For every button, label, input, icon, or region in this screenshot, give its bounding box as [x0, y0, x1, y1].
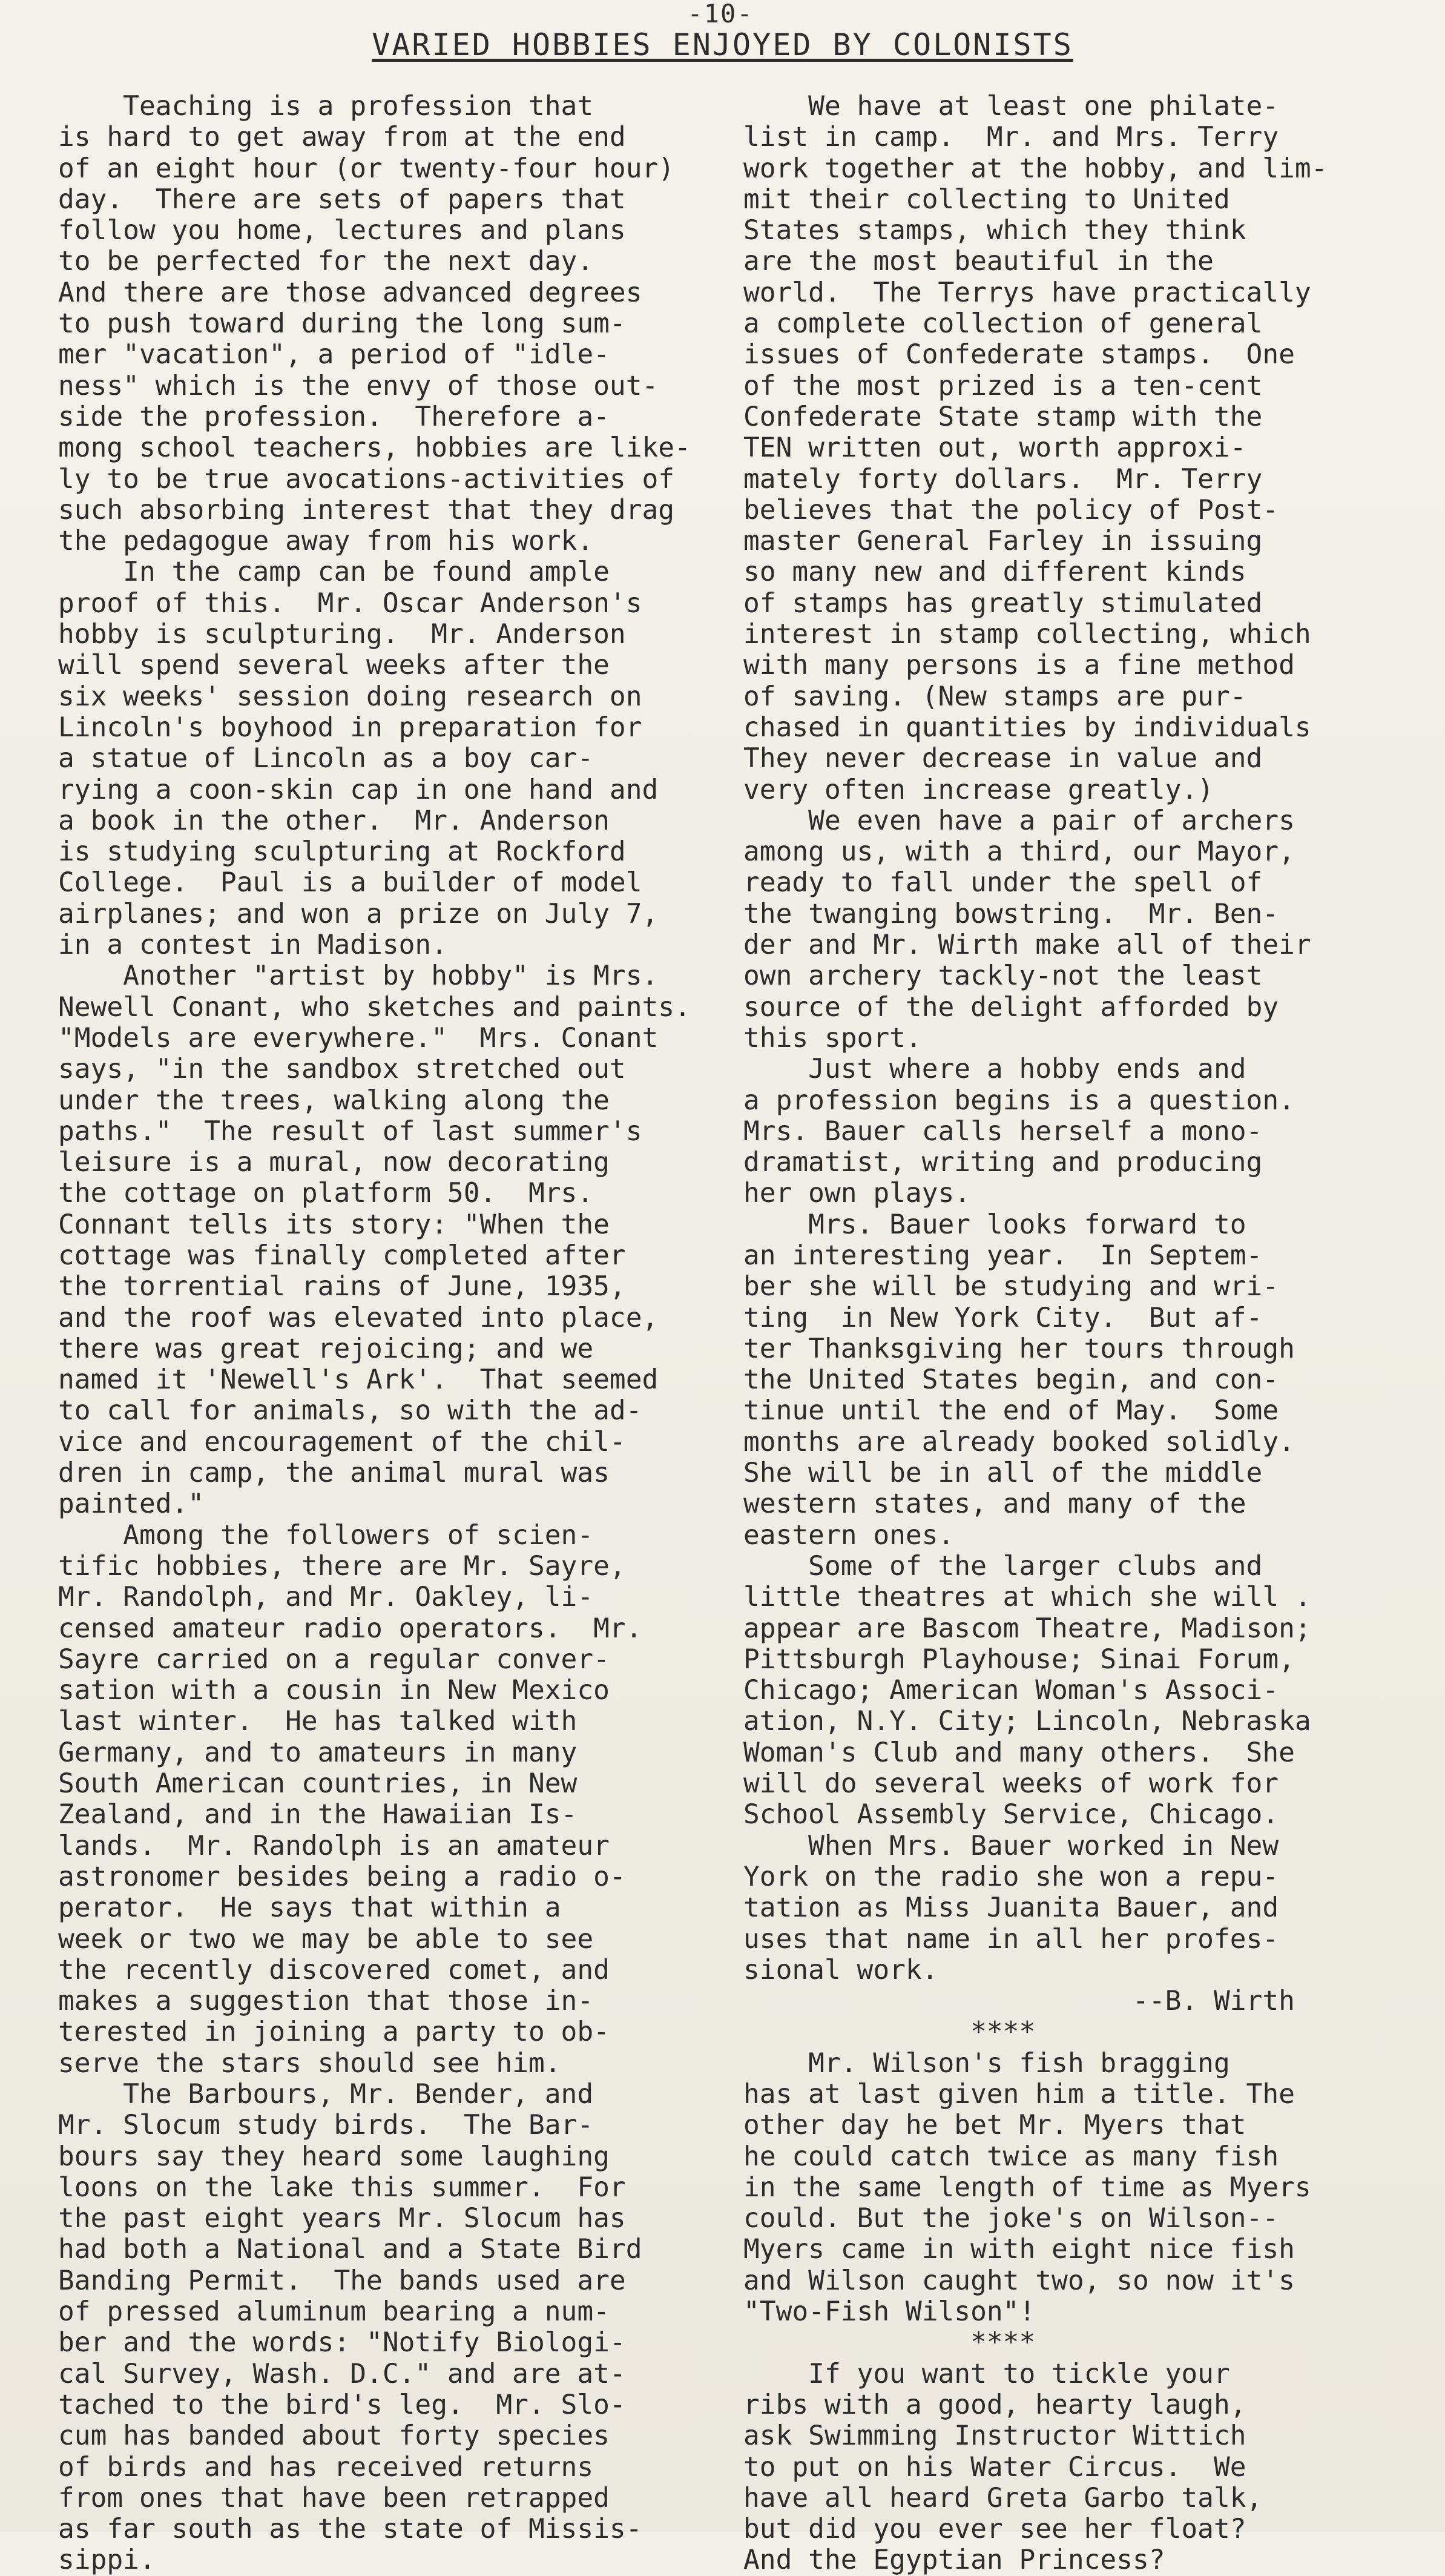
right-column-line: so many new and different kinds — [743, 556, 1246, 588]
left-column-line: such absorbing interest that they drag — [58, 494, 675, 526]
right-column-line: ready to fall under the spell of — [743, 867, 1263, 899]
left-column-line: of an eight hour (or twenty-four hour) — [58, 153, 675, 184]
right-column-line: issues of Confederate stamps. One — [743, 339, 1295, 371]
left-column-line: is studying sculpturing at Rockford — [58, 836, 626, 868]
left-column-line: and the roof was elevated into place, — [58, 1302, 659, 1333]
right-column-line: and Wilson caught two, so now it's — [743, 2265, 1295, 2296]
right-column-line: ribs with a good, hearty laugh, — [743, 2389, 1246, 2420]
right-column-line: have all heard Greta Garbo talk, — [743, 2482, 1263, 2514]
right-column-line: TEN written out, worth approxi- — [743, 432, 1246, 464]
right-column-line: of saving. (New stamps are pur- — [743, 681, 1246, 712]
right-column-line: Mr. Wilson's fish bragging — [743, 2047, 1230, 2079]
left-column-line: leisure is a mural, now decorating — [58, 1147, 610, 1178]
right-column-line: the United States begin, and con- — [743, 1364, 1279, 1396]
left-column-line: College. Paul is a builder of model — [58, 867, 642, 899]
left-column-line: a book in the other. Mr. Anderson — [58, 805, 610, 836]
right-column-line: If you want to tickle your — [743, 2358, 1230, 2389]
right-column-line: Mrs. Bauer calls herself a mono- — [743, 1115, 1263, 1147]
right-column-line: We have at least one philate- — [743, 91, 1279, 122]
left-column-line: of birds and has received returns — [58, 2451, 594, 2483]
right-column-line: States stamps, which they think — [743, 215, 1246, 246]
left-column-line: is hard to get away from at the end — [58, 122, 626, 153]
left-column-line: bours say they heard some laughing — [58, 2141, 610, 2172]
left-column-line: censed amateur radio operators. Mr. — [58, 1613, 642, 1644]
right-column-line: ter Thanksgiving her tours through — [743, 1333, 1295, 1364]
right-column-line: York on the radio she won a repu- — [743, 1861, 1279, 1892]
right-column-line: with many persons is a fine method — [743, 650, 1295, 681]
left-column-line: of pressed aluminum bearing a num- — [58, 2296, 610, 2328]
left-column-line: Banding Permit. The bands used are — [58, 2265, 626, 2296]
left-column-line: mer "vacation", a period of "idle- — [58, 339, 610, 371]
right-column-line: little theatres at which she will . — [743, 1582, 1311, 1613]
left-column-line: Sayre carried on a regular conver- — [58, 1643, 610, 1675]
right-column-line: ber she will be studying and wri- — [743, 1271, 1279, 1303]
right-column-line: eastern ones. — [743, 1519, 955, 1551]
right-column-line: to put on his Water Circus. We — [743, 2451, 1246, 2483]
left-column-line: the cottage on platform 50. Mrs. — [58, 1178, 594, 1209]
right-column-line: We even have a pair of archers — [743, 805, 1295, 836]
right-column-line: interest in stamp collecting, which — [743, 619, 1311, 650]
left-column-line: side the profession. Therefore a- — [58, 401, 610, 432]
left-column-line: painted." — [58, 1488, 205, 1520]
left-column-line: Mr. Randolph, and Mr. Oakley, li- — [58, 1582, 594, 1613]
right-column — [743, 91, 1421, 2576]
left-column-line: tific hobbies, there are Mr. Sayre, — [58, 1550, 626, 1582]
right-column-line: world. The Terrys have practically — [743, 277, 1311, 308]
left-column-line: hobby is sculpturing. Mr. Anderson — [58, 619, 626, 650]
right-column-line: Some of the larger clubs and — [743, 1550, 1263, 1582]
left-column-line: as far south as the state of Missis- — [58, 2514, 642, 2545]
left-column-line: to call for animals, so with the ad- — [58, 1395, 642, 1427]
left-column-line: had both a National and a State Bird — [58, 2234, 642, 2265]
left-column-line: The Barbours, Mr. Bender, and — [58, 2079, 594, 2110]
left-column-line: cum has banded about forty species — [58, 2420, 610, 2452]
right-column-line: Woman's Club and many others. She — [743, 1737, 1295, 1768]
right-column-line: this sport. — [743, 1022, 922, 1054]
right-column-line: **** — [743, 2016, 1036, 2048]
right-column-line: mately forty dollars. Mr. Terry — [743, 463, 1263, 495]
right-column-line: And the Egyptian Princess? — [743, 2545, 1165, 2576]
right-column-line: master General Farley in issuing — [743, 526, 1263, 557]
left-column-line: a statue of Lincoln as a boy car- — [58, 743, 594, 774]
right-column-line: a complete collection of general — [743, 308, 1263, 340]
left-column-line: Germany, and to amateurs in many — [58, 1737, 578, 1768]
right-column-line: dramatist, writing and producing — [743, 1147, 1263, 1178]
left-column-line: to push toward during the long sum- — [58, 308, 626, 340]
right-column-line: own archery tackly-not the least — [743, 960, 1263, 992]
left-column-line: will spend several weeks after the — [58, 650, 610, 681]
right-column-line: of stamps has greatly stimulated — [743, 587, 1263, 619]
right-column-line: her own plays. — [743, 1178, 971, 1209]
right-column-line: months are already booked solidly. — [743, 1426, 1295, 1458]
right-column-line: mit their collecting to United — [743, 183, 1230, 215]
right-column-line: will do several weeks of work for — [743, 1768, 1279, 1800]
right-column-line: list in camp. Mr. and Mrs. Terry — [743, 122, 1279, 153]
left-column-line: Another "artist by hobby" is Mrs. — [58, 960, 659, 992]
left-column-line: sippi. — [58, 2545, 156, 2576]
right-column-line: he could catch twice as many fish — [743, 2141, 1279, 2172]
right-column-line: Chicago; American Woman's Associ- — [743, 1675, 1279, 1706]
left-column-line: makes a suggestion that those in- — [58, 1986, 594, 2017]
right-column-line: appear are Bascom Theatre, Madison; — [743, 1613, 1311, 1644]
right-column-line: Myers came in with eight nice fish — [743, 2234, 1295, 2265]
left-column — [58, 91, 736, 2576]
left-column-line: follow you home, lectures and plans — [58, 215, 626, 246]
left-column-line: serve the stars should see him. — [58, 2047, 561, 2079]
left-column-line: last winter. He has talked with — [58, 1706, 578, 1737]
right-column-line: other day he bet Mr. Myers that — [743, 2110, 1246, 2141]
right-column-line: believes that the policy of Post- — [743, 494, 1279, 526]
left-column-line: paths." The result of last summer's — [58, 1115, 642, 1147]
left-column-line: the recently discovered comet, and — [58, 1954, 610, 1986]
left-column-line: ly to be true avocations-activities of — [58, 463, 675, 495]
right-column-line: der and Mr. Wirth make all of their — [743, 930, 1311, 961]
right-column-line: They never decrease in value and — [743, 743, 1263, 774]
left-column-line: the torrential rains of June, 1935, — [58, 1271, 626, 1303]
left-column-line: ber and the words: "Notify Biologi- — [58, 2327, 626, 2359]
left-column-line: proof of this. Mr. Oscar Anderson's — [58, 587, 642, 619]
left-column-line: the past eight years Mr. Slocum has — [58, 2203, 626, 2234]
left-column-line: "Models are everywhere." Mrs. Conant — [58, 1022, 659, 1054]
left-column-line: named it 'Newell's Ark'. That seemed — [58, 1364, 659, 1396]
right-column-line: tation as Miss Juanita Bauer, and — [743, 1892, 1279, 1924]
left-column-line: vice and encouragement of the chil- — [58, 1426, 626, 1458]
left-column-line: to be perfected for the next day. — [58, 246, 594, 277]
right-column-line: tinue until the end of May. Some — [743, 1395, 1279, 1427]
right-column-line: could. But the joke's on Wilson-- — [743, 2203, 1279, 2234]
left-column-line: perator. He says that within a — [58, 1892, 561, 1924]
right-column-line: When Mrs. Bauer worked in New — [743, 1830, 1279, 1861]
right-column-line: **** — [743, 2327, 1036, 2359]
left-column-line: in a contest in Madison. — [58, 930, 447, 961]
right-column-line: ting in New York City. But af- — [743, 1302, 1263, 1333]
left-column-line: And there are those advanced degrees — [58, 277, 642, 308]
left-column-line: airplanes; and won a prize on July 7, — [58, 898, 659, 930]
left-column-line: says, "in the sandbox stretched out — [58, 1054, 626, 1085]
right-column-line: Mrs. Bauer looks forward to — [743, 1209, 1246, 1240]
right-column-line: "Two-Fish Wilson"! — [743, 2296, 1036, 2328]
left-column-line: terested in joining a party to ob- — [58, 2016, 610, 2048]
left-column-line: tached to the bird's leg. Mr. Slo- — [58, 2389, 626, 2420]
left-column-line: Mr. Slocum study birds. The Bar- — [58, 2110, 594, 2141]
left-column-line: mong school teachers, hobbies are like- — [58, 432, 691, 464]
right-column-line: western states, and many of the — [743, 1488, 1246, 1520]
left-column-line: South American countries, in New — [58, 1768, 578, 1800]
right-column-line: a profession begins is a question. — [743, 1085, 1295, 1116]
left-column-line: sation with a cousin in New Mexico — [58, 1675, 610, 1706]
right-column-line: ask Swimming Instructor Wittich — [743, 2420, 1246, 2452]
right-column-line: very often increase greatly.) — [743, 774, 1214, 805]
right-column-line: sional work. — [743, 1954, 938, 1986]
page-number: -10- — [687, 0, 754, 28]
right-column-line: She will be in all of the middle — [743, 1458, 1263, 1489]
right-column-line: Confederate State stamp with the — [743, 401, 1263, 432]
right-column-line: source of the delight afforded by — [743, 991, 1279, 1023]
right-column-line: School Assembly Service, Chicago. — [743, 1799, 1279, 1831]
left-column-line: ness" which is the envy of those out- — [58, 370, 659, 401]
left-column-line: In the camp can be found ample — [58, 556, 610, 588]
page-title: VARIED HOBBIES ENJOYED BY COLONISTS — [372, 27, 1073, 62]
left-column-line: six weeks' session doing research on — [58, 681, 642, 712]
left-column-line: from ones that have been retrapped — [58, 2482, 610, 2514]
left-column-line: astronomer besides being a radio o- — [58, 1861, 626, 1892]
right-column-line: in the same length of time as Myers — [743, 2171, 1311, 2203]
left-column-line: loons on the lake this summer. For — [58, 2171, 626, 2203]
left-column-line: dren in camp, the animal mural was — [58, 1458, 610, 1489]
right-column-line: work together at the hobby, and lim- — [743, 153, 1328, 184]
right-column-line: the twanging bowstring. Mr. Ben- — [743, 898, 1279, 930]
right-column-line: of the most prized is a ten-cent — [743, 370, 1263, 401]
right-column-line: among us, with a third, our Mayor, — [743, 836, 1295, 868]
left-column-line: Among the followers of scien- — [58, 1519, 594, 1551]
right-column-line: chased in quantities by individuals — [743, 712, 1311, 743]
right-column-line: are the most beautiful in the — [743, 246, 1214, 277]
right-column-line: has at last given him a title. The — [743, 2079, 1295, 2110]
left-column-line: Teaching is a profession that — [58, 91, 594, 122]
right-column-line: an interesting year. In Septem- — [743, 1240, 1263, 1271]
left-column-line: day. There are sets of papers that — [58, 183, 626, 215]
right-column-line: ation, N.Y. City; Lincoln, Nebraska — [743, 1706, 1311, 1737]
left-column-line: Zealand, and in the Hawaiian Is- — [58, 1799, 578, 1831]
left-column-line: cottage was finally completed after — [58, 1240, 626, 1271]
left-column-line: rying a coon-skin cap in one hand and — [58, 774, 659, 805]
right-column-line: Pittsburgh Playhouse; Sinai Forum, — [743, 1643, 1295, 1675]
left-column-line: the pedagogue away from his work. — [58, 526, 594, 557]
right-column-line: but did you ever see her float? — [743, 2514, 1246, 2545]
left-column-line: week or two we may be able to see — [58, 1923, 594, 1955]
right-column-line: --B. Wirth — [743, 1986, 1295, 2017]
left-column-line: Connant tells its story: "When the — [58, 1209, 610, 1240]
left-column-line: lands. Mr. Randolph is an amateur — [58, 1830, 610, 1861]
left-column-line: under the trees, walking along the — [58, 1085, 610, 1116]
left-column-line: Newell Conant, who sketches and paints. — [58, 991, 691, 1023]
right-column-line: uses that name in all her profes- — [743, 1923, 1279, 1955]
left-column-line: cal Survey, Wash. D.C." and are at- — [58, 2358, 626, 2389]
right-column-line: Just where a hobby ends and — [743, 1054, 1246, 1085]
left-column-line: there was great rejoicing; and we — [58, 1333, 594, 1364]
left-column-line: Lincoln's boyhood in preparation for — [58, 712, 642, 743]
